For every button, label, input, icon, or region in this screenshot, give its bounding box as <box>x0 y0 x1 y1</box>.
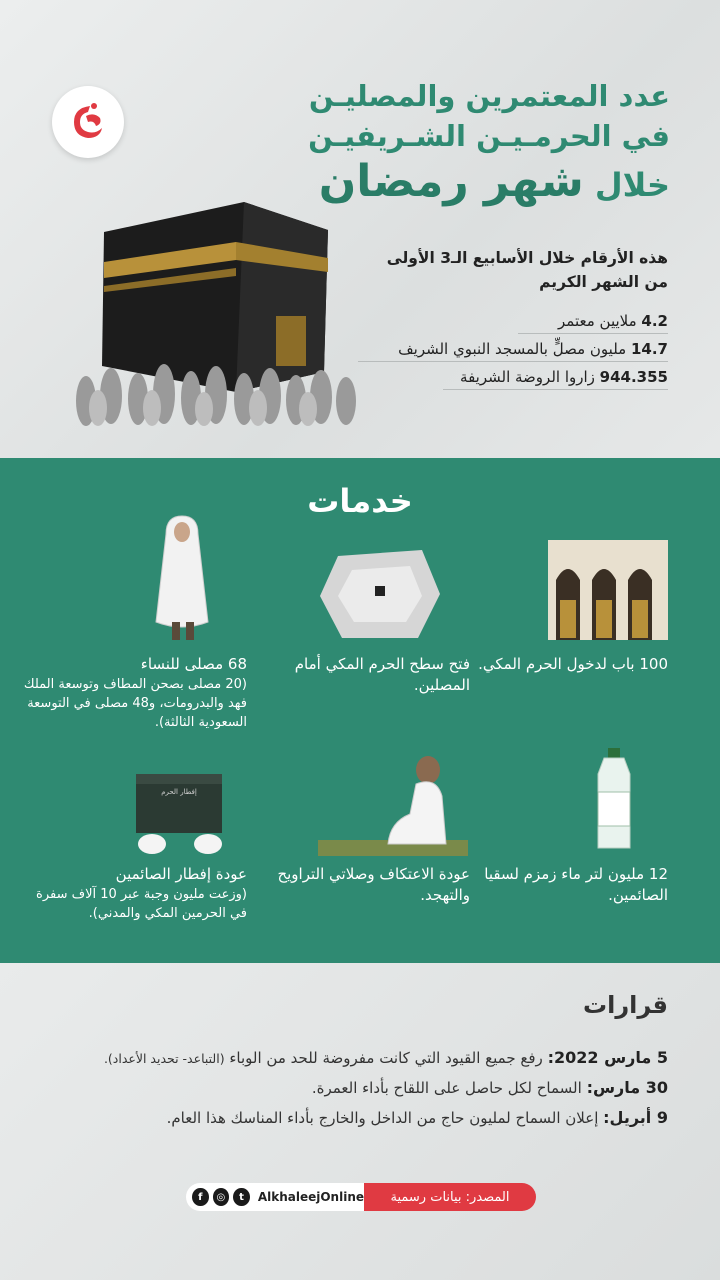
subtitle: هذه الأرقام خلال الأسابيع الـ3 الأولى من الشهر الكريم <box>386 249 668 291</box>
service-item <box>22 654 247 732</box>
service-text: 68 مصلى للنساء <box>140 655 247 673</box>
service-text: 12 مليون لتر ماء زمزم لسقيا الصائمين. <box>484 865 668 904</box>
decision-text: رفع جميع القيود التي كانت مفروضة للحد من الوباء <box>229 1049 543 1067</box>
page-title <box>250 76 670 211</box>
decision-note: (التباعد- تحديد الأعداد). <box>103 1051 225 1066</box>
source-label: المصدر: بيانات رسمية <box>364 1183 536 1211</box>
decision-date: 9 أبريل: <box>603 1108 668 1127</box>
instagram-icon[interactable]: ◎ <box>213 1188 230 1206</box>
title-prefix: خلال <box>594 166 670 204</box>
title-line-2: في الحرمـيـن الشـريفيـن <box>308 119 670 153</box>
brand-handle: AlkhaleejOnline <box>257 1190 365 1204</box>
doors-image <box>548 540 668 644</box>
title-line-1: عدد المعتمرين والمصليـن <box>308 79 670 113</box>
woman-image <box>152 512 212 646</box>
decisions-list <box>58 1043 668 1133</box>
service-item <box>443 654 668 675</box>
service-note: (وزعت مليون وجبة عبر 10 آلاف سفرة في الحرمين المكي والمدني). <box>36 887 247 921</box>
title-highlight: شهر رمضان <box>318 156 584 207</box>
stat-row <box>358 338 668 362</box>
service-text: 100 باب لدخول الحرم المكي. <box>478 655 668 673</box>
stat-value: 944.355 <box>599 368 668 386</box>
service-item <box>22 864 247 923</box>
logo-icon <box>64 98 112 146</box>
stat-label: ملايين معتمر <box>558 312 637 330</box>
service-item <box>245 654 470 696</box>
service-note: (20 مصلى بصحن المطاف وتوسعة الملك فهد والبدرومات، و48 مصلى في التوسعة السعودية الثالثة). <box>23 677 247 730</box>
service-text: عودة الاعتكاف وصلاتي التراويح والتهجد. <box>277 865 470 904</box>
box-label: إفطار الحرم <box>161 788 197 796</box>
stat-row <box>443 366 668 390</box>
decision-date: 5 مارس 2022: <box>547 1048 668 1067</box>
decisions-title: قرارات <box>582 991 668 1019</box>
services-title: خدمات <box>307 482 413 520</box>
iftar-box-image <box>132 768 227 862</box>
alkhaleej-logo <box>52 86 124 158</box>
water-bottle-image <box>590 748 638 856</box>
stat-value: 14.7 <box>630 340 668 358</box>
decision-item <box>58 1103 668 1133</box>
twitter-icon[interactable]: t <box>233 1188 250 1206</box>
stat-label: زاروا الروضة الشريفة <box>460 368 595 386</box>
social-group <box>186 1183 364 1211</box>
service-text: عودة إفطار الصائمين <box>115 865 247 883</box>
kaaba-illustration <box>66 196 366 430</box>
decision-date: 30 مارس: <box>586 1078 668 1097</box>
stat-label: مليون مصلٍّ بالمسجد النبوي الشريف <box>398 340 627 358</box>
stats-list <box>348 310 668 394</box>
decision-text: إعلان السماح لمليون حاج من الداخل والخارج بأداء المناسك هذا العام. <box>166 1109 599 1127</box>
footer-bar <box>186 1183 536 1211</box>
services-section <box>0 458 720 963</box>
praying-man-image <box>318 748 468 864</box>
roof-image <box>318 546 442 646</box>
decision-item <box>58 1073 668 1103</box>
decisions-section <box>0 963 720 1280</box>
service-item <box>443 864 668 906</box>
service-item <box>245 864 470 906</box>
header-section <box>0 0 720 458</box>
decision-text: السماح لكل حاصل على اللقاح بأداء العمرة. <box>311 1079 582 1097</box>
facebook-icon[interactable]: f <box>192 1188 209 1206</box>
stat-value: 4.2 <box>641 312 668 330</box>
stat-row <box>518 310 668 334</box>
decision-item <box>58 1043 668 1073</box>
service-text: فتح سطح الحرم المكي أمام المصلين. <box>294 655 470 694</box>
